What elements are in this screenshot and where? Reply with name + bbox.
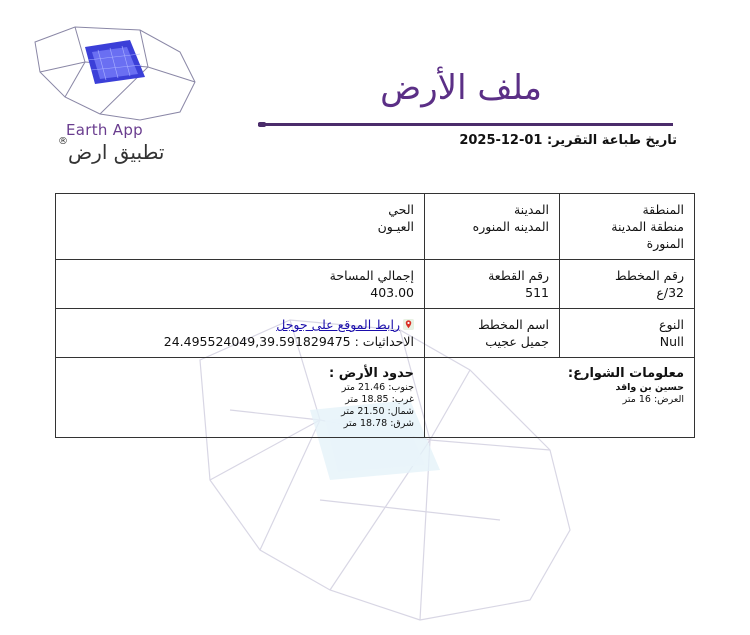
boundary-west: [66, 394, 414, 406]
boundary-value: 18.85 متر: [345, 394, 389, 405]
type-label: النوع: [659, 317, 684, 332]
plan-number-value: 32/ع: [656, 285, 684, 300]
plan-number-label: رقم المخطط: [614, 268, 684, 283]
plan-name-label: اسم المخطط: [478, 317, 549, 332]
street-width-label: العرض:: [653, 394, 684, 405]
boundary-value: 18.78 متر: [343, 418, 388, 429]
total-area-cell: [56, 260, 425, 309]
table-row: [56, 194, 695, 260]
boundary-north: [66, 406, 414, 418]
boundary-label: غرب:: [391, 394, 414, 405]
print-date: [459, 133, 677, 148]
plot-number-value: 511: [525, 285, 549, 300]
print-date-label: تاريخ طباعة التقرير:: [547, 133, 677, 148]
page-title: ملف الأرض: [380, 68, 542, 108]
boundary-label: جنوب:: [388, 382, 414, 393]
boundaries-title: حدود الأرض :: [329, 366, 414, 381]
city-cell: [425, 194, 560, 260]
plan-name-cell: [425, 309, 560, 358]
table-row: [56, 358, 695, 438]
map-pin-icon: [403, 319, 414, 330]
title-underline: [258, 123, 673, 126]
google-maps-link[interactable]: رابط الموقع على جوجل: [276, 317, 400, 332]
district-label: الحي: [388, 202, 414, 217]
table-row: [56, 260, 695, 309]
street-name: حسين بن واقد: [615, 382, 684, 393]
boundary-east: [66, 418, 414, 430]
region-value: منطقة المدينة المنورة: [611, 219, 684, 251]
plan-name-value: جميل عجيب: [485, 334, 549, 349]
region-label: المنطقة: [642, 202, 684, 217]
coordinates-label: الاحداثيات :: [354, 334, 414, 349]
boundary-value: 21.50 متر: [341, 406, 385, 417]
logo-text-ar: تطبيق ارض: [68, 140, 165, 164]
district-cell: [56, 194, 425, 260]
plan-number-cell: [560, 260, 695, 309]
plot-number-cell: [425, 260, 560, 309]
city-label: المدينة: [513, 202, 549, 217]
district-value: العيـون: [377, 219, 414, 234]
registered-mark: ®: [58, 136, 68, 147]
print-date-value: 2025-12-01: [459, 133, 543, 148]
location-cell: [56, 309, 425, 358]
type-cell: [560, 309, 695, 358]
streets-title: معلومات الشوارع:: [567, 366, 684, 381]
plot-number-label: رقم القطعة: [488, 268, 549, 283]
street-width-value: 16 متر: [622, 394, 651, 405]
boundaries-cell: [56, 358, 425, 438]
region-cell: [560, 194, 695, 260]
table-row: [56, 309, 695, 358]
earth-app-logo: [30, 22, 205, 162]
coordinates: [66, 333, 414, 350]
map-logo-icon: [30, 22, 205, 122]
coordinates-value: 24.495524049,39.591829475: [163, 334, 351, 349]
land-info-table: [55, 193, 695, 438]
boundary-value: 21.46 متر: [341, 382, 386, 393]
boundary-south: [66, 382, 414, 394]
total-area-value: 403.00: [370, 285, 414, 300]
total-area-label: إجمالي المساحة: [329, 268, 414, 283]
boundary-label: شمال:: [387, 406, 414, 417]
logo-text-en: Earth App: [66, 121, 143, 139]
street-width: [435, 394, 684, 406]
streets-cell: [425, 358, 695, 438]
type-value: Null: [659, 334, 684, 349]
boundary-label: شرق:: [390, 418, 414, 429]
city-value: المدينه المنوره: [472, 219, 549, 234]
